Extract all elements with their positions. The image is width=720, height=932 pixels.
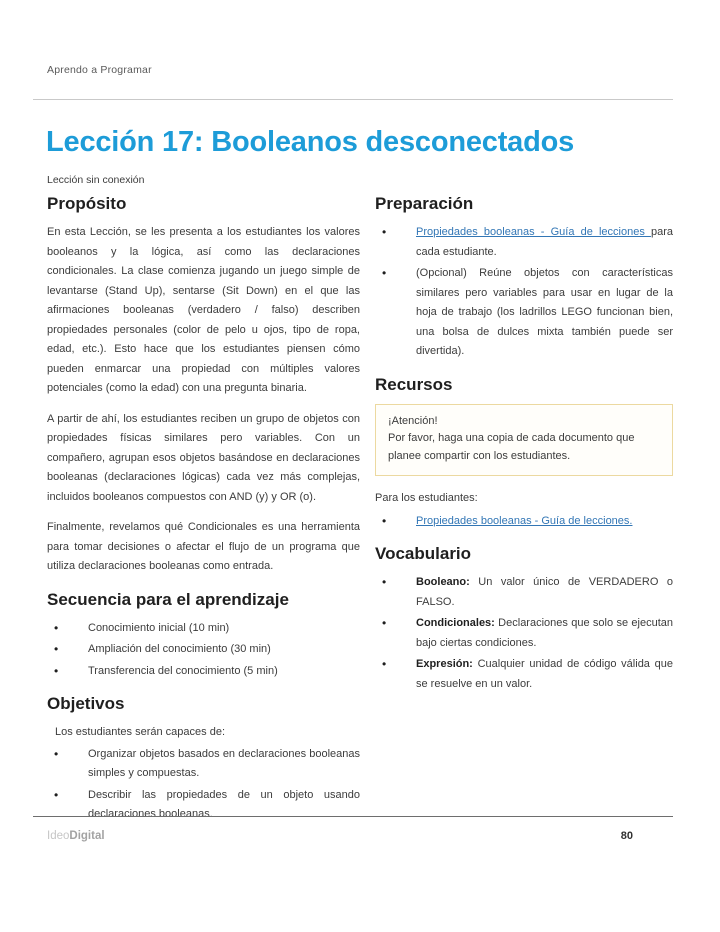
vocab-definition: Declaraciones que solo se ejecutan bajo ciertas condiciones.	[416, 617, 673, 649]
header-brand: Aprendo a Programar	[47, 64, 152, 76]
document-footer	[33, 816, 673, 842]
list-item	[375, 223, 673, 262]
footer-logo-bold: Digital	[69, 830, 105, 842]
list-item: • (Opcional) Reúne objetos con características similares pero variables para usar en lugar de la hoja de trabajo (los ladrillos LEGO funcionan bien, una bolsa de dulces mixta también puede ser divertida).	[375, 264, 673, 362]
section-heading-proposito: Propósito	[47, 194, 127, 213]
proposito-paragraph-3: Finalmente, revelamos qué Condicionales es una herramienta para tomar decisiones o afectar el flujo de un programa que utiliza declaraciones booleanas como entrada.	[47, 521, 360, 572]
vocab-term: Expresión:	[416, 658, 473, 670]
section-heading-recursos: Recursos	[375, 374, 453, 394]
students-label: Para los estudiantes:	[375, 492, 478, 504]
students-resource-list	[375, 512, 673, 532]
section-heading-secuencia: Secuencia para el aprendizaje	[47, 589, 289, 609]
section-heading-vocabulario: Vocabulario	[375, 544, 472, 563]
list-item: • Organizar objetos basados en declaraciones booleanas simples y compuestas.	[47, 745, 360, 784]
list-item	[375, 655, 673, 694]
vocab-definition: Cualquier unidad de código válida que se resuelve en un valor.	[416, 658, 673, 690]
attention-body: Por favor, haga una copia de cada documento que planee compartir con los estudiantes.	[388, 432, 635, 462]
page-title: Lección 17: Booleanos desconectados	[46, 126, 575, 158]
vocab-term: Booleano:	[416, 576, 470, 588]
list-item	[375, 614, 673, 653]
proposito-paragraph-1: En esta Lección, se les presenta a los estudiantes los valores booleanos y la lógica, así como las declaraciones condicionales. La clase comienza jugando un juego simple de levantarse (Stand Up), sentarse (Sit Down) en el que las afirmaciones booleanas (verdadero / falso) describen propiedades personales (color de pelo u ojos, tipo de ropa, edad, etc.). Esto hace que los estudiantes piensen cómo pueden enmarcar una propiedad con múltiples valores potenciales (como la edad) con una pregunta binaria.	[47, 226, 360, 394]
list-item	[375, 512, 673, 532]
objetivos-intro: Los estudiantes serán capaces de:	[55, 726, 226, 738]
list-item	[375, 573, 673, 612]
preparacion-list	[375, 223, 673, 362]
section-heading-preparacion: Preparación	[375, 194, 474, 213]
secuencia-list	[47, 619, 360, 682]
list-item: • Describir las propiedades de un objeto usando declaraciones booleanas.	[47, 786, 360, 825]
left-column	[47, 194, 360, 831]
page-number: 80	[620, 830, 633, 842]
proposito-paragraph-2: A partir de ahí, los estudiantes reciben un grupo de objetos con propiedades físicas similares pero variables. Con un compañero, agrupan esos objetos basándose en declaraciones booleanas (declaraciones lógicas) cada vez más complejas, incluidos booleanos compuestos con AND (y) y OR (o).	[47, 412, 360, 503]
list-item: • Transferencia del conocimiento (5 min)	[47, 662, 360, 682]
lesson-guide-link[interactable]: Propiedades booleanas - Guía de lecciones	[416, 226, 651, 238]
right-column	[375, 194, 673, 831]
vocab-definition: Un valor único de VERDADERO o FALSO.	[416, 576, 673, 608]
footer-logo-light: Ideo	[47, 830, 70, 842]
vocab-term: Condicionales:	[416, 617, 495, 629]
vocabulario-list	[375, 573, 673, 694]
list-item: • Ampliación del conocimiento (30 min)	[47, 640, 360, 660]
attention-box	[375, 404, 673, 477]
header-divider	[33, 99, 673, 100]
content-columns	[47, 194, 673, 831]
attention-title: ¡Atención!	[388, 414, 438, 427]
page-subtitle: Lección sin conexión	[47, 174, 145, 186]
list-item: • Conocimiento inicial (10 min)	[47, 619, 360, 639]
section-heading-objetivos: Objetivos	[47, 694, 125, 713]
list-item-text: para cada estudiante.	[416, 226, 673, 258]
student-lesson-guide-link[interactable]: Propiedades booleanas - Guía de lecciones.	[416, 514, 633, 527]
objetivos-list	[47, 745, 360, 825]
footer-logo	[47, 830, 105, 842]
